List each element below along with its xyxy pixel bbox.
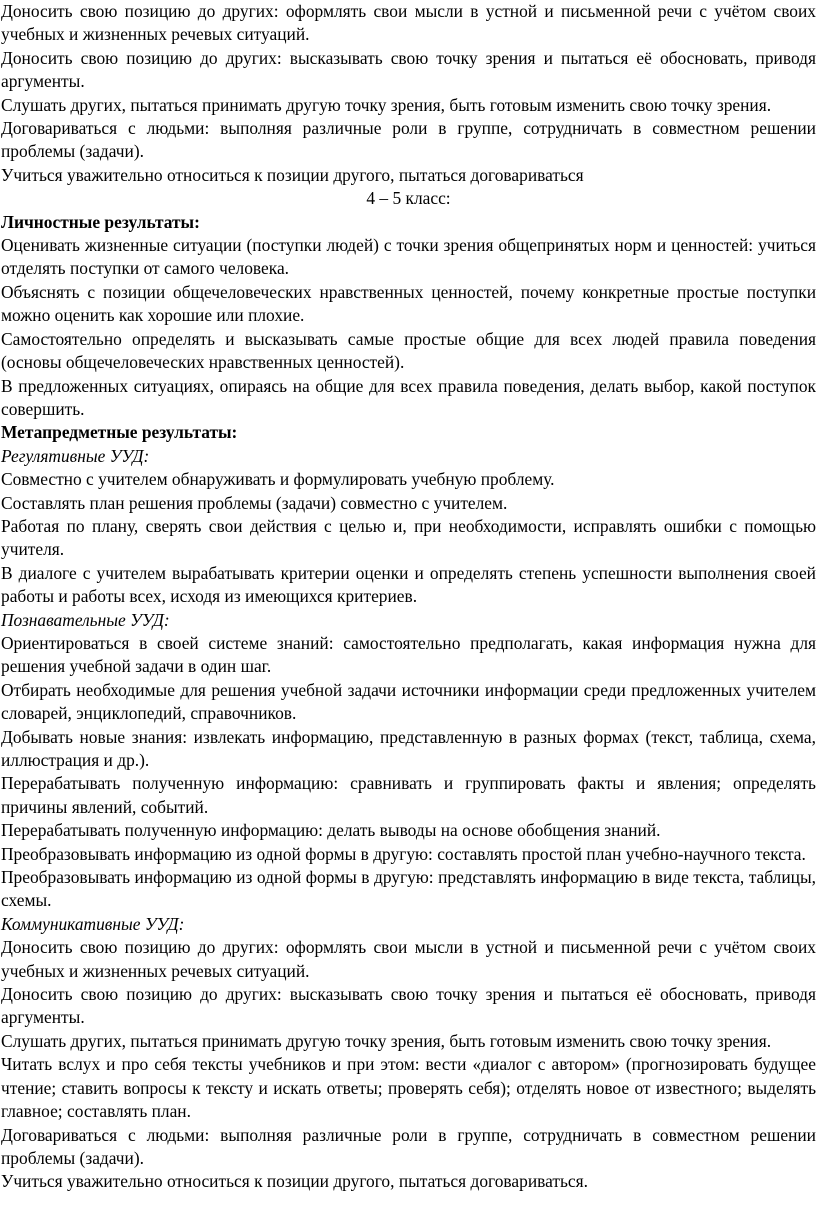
paragraph-acquire-knowledge: Добывать новые знания: извлекать информацию, представленную в разных формах (текст, таблица, схема, иллюстрация и др.). <box>1 726 816 770</box>
paragraph-process-compare: Перерабатывать полученную информацию: сравнивать и группировать факты и явления; определять причины явлений, событий. <box>1 773 816 817</box>
communicative-subheading: Коммуникативные УУД: <box>1 913 185 934</box>
paragraph-read-texts: Читать вслух и про себя тексты учебников и при этом: вести «диалог с автором» (прогнозировать будущее чтение; ставить вопросы к тексту и искать ответы; проверять себя); отделять новое от известного; выделять главное; составлять план. <box>1 1054 816 1122</box>
grade-heading: 4 – 5 класс: <box>366 188 451 209</box>
paragraph-listen-others-2: Слушать других, пытаться принимать другую точку зрения, быть готовым изменить свою точку зрения. <box>1 1030 772 1051</box>
paragraph-transform-present: Преобразовывать информацию из одной формы в другую: представлять информацию в виде текста, таблицы, схемы. <box>1 867 816 911</box>
paragraph-explain-values: Объяснять с позиции общечеловеческих нравственных ценностей, почему конкретные простые поступки можно оценить как хорошие или плохие. <box>1 281 816 326</box>
regulatory-subheading: Регулятивные УУД: <box>1 445 150 466</box>
cognitive-subheading: Познавательные УУД: <box>1 609 170 630</box>
paragraph-respect-others: Учиться уважительно относиться к позиции другого, пытаться договариваться <box>1 164 584 185</box>
paragraph-transform-plan: Преобразовывать информацию из одной формы в другую: составлять простой план учебно-научного текста. <box>1 843 806 864</box>
paragraph-negotiate-2: Договариваться с людьми: выполняя различные роли в группе, сотрудничать в совместном решении проблемы (задачи). <box>1 1124 816 1168</box>
paragraph-communicate-position-1: Доносить свою позицию до других: оформлять свои мысли в устной и письменной речи с учётом своих учебных и жизненных речевых ситуаций. <box>1 1 816 45</box>
paragraph-process-conclude: Перерабатывать полученную информацию: делать выводы на основе обобщения знаний. <box>1 820 661 841</box>
paragraph-formulate-problem: Совместно с учителем обнаруживать и формулировать учебную проблему. <box>1 469 555 490</box>
personal-results-heading: Личностные результаты: <box>1 211 200 232</box>
paragraph-make-choice: В предложенных ситуациях, опираясь на общие для всех правила поведения, делать выбор, какой поступок совершить. <box>1 375 816 419</box>
metasubject-results-heading: Метапредметные результаты: <box>1 422 238 443</box>
paragraph-evaluation-criteria: В диалоге с учителем вырабатывать критерии оценки и определять степень успешности выполнения своей работы и работы всех, исходя из имеющихся критериев. <box>1 562 816 607</box>
paragraph-communicate-position-4: Доносить свою позицию до других: высказывать свою точку зрения и пытаться её обосновать, приводя аргументы. <box>1 984 816 1028</box>
paragraph-communicate-position-3: Доносить свою позицию до других: оформлять свои мысли в устной и письменной речи с учётом своих учебных и жизненных речевых ситуаций. <box>1 937 816 981</box>
paragraph-orient-knowledge: Ориентироваться в своей системе знаний: самостоятельно предполагать, какая информация нужна для решения учебной задачи в один шаг. <box>1 632 816 677</box>
paragraph-respect-others-2: Учиться уважительно относиться к позиции другого, пытаться договариваться. <box>1 1171 588 1192</box>
paragraph-define-rules: Самостоятельно определять и высказывать самые простые общие для всех людей правила поведения (основы общечеловеческих нравственных ценностей). <box>1 328 816 373</box>
paragraph-select-sources: Отбирать необходимые для решения учебной задачи источники информации среди предложенных учителем словарей, энциклопедий, справочников. <box>1 679 816 724</box>
paragraph-make-plan: Составлять план решения проблемы (задачи) совместно с учителем. <box>1 492 508 513</box>
paragraph-evaluate-situations: Оценивать жизненные ситуации (поступки людей) с точки зрения общепринятых норм и ценностей: учиться отделять поступки от самого человека. <box>1 235 816 279</box>
paragraph-negotiate: Договариваться с людьми: выполняя различные роли в группе, сотрудничать в совместном решении проблемы (задачи). <box>1 118 816 162</box>
paragraph-check-actions: Работая по плану, сверять свои действия с целью и, при необходимости, исправлять ошибки с помощью учителя. <box>1 515 816 560</box>
paragraph-listen-others: Слушать других, пытаться принимать другую точку зрения, быть готовым изменить свою точку зрения. <box>1 94 772 115</box>
paragraph-communicate-position-2: Доносить свою позицию до других: высказывать свою точку зрения и пытаться её обосновать, приводя аргументы. <box>1 47 816 92</box>
